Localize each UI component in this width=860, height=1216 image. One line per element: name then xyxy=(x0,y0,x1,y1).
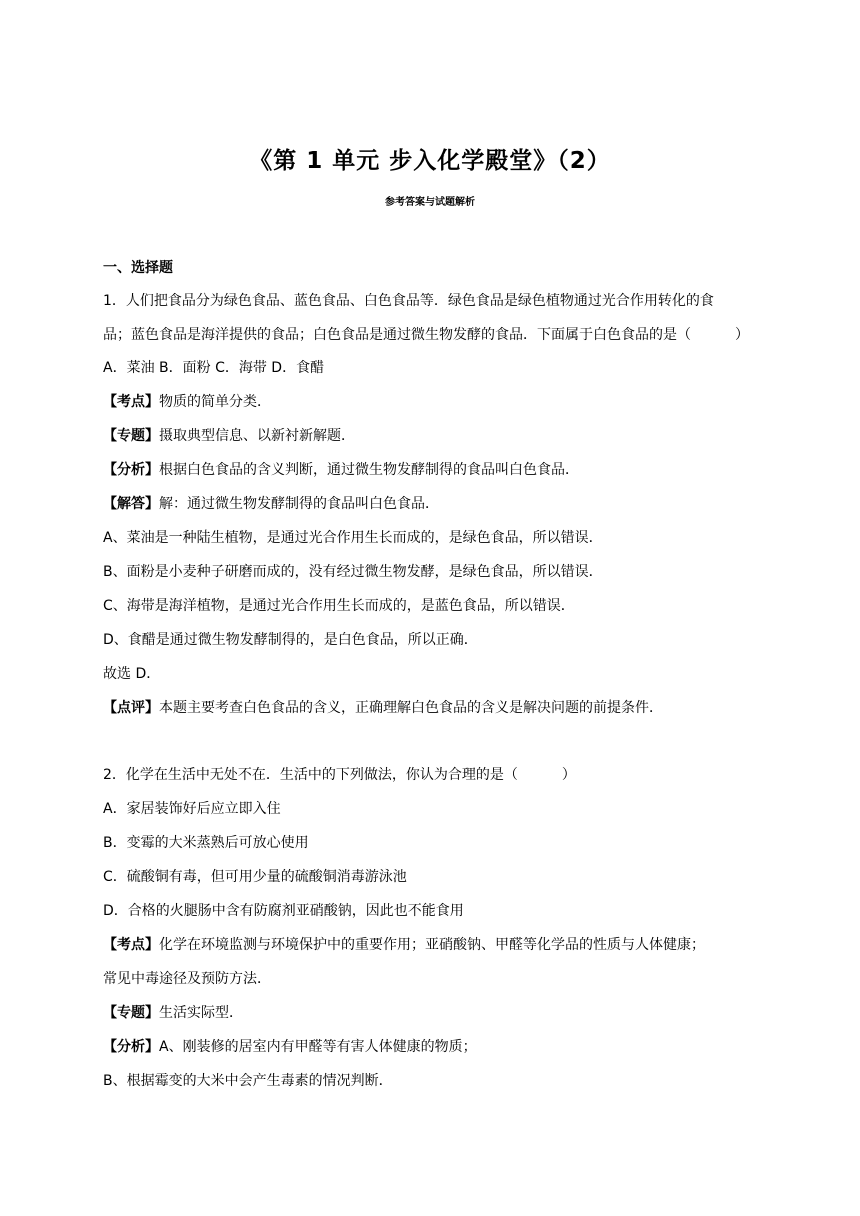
q1-dianping xyxy=(103,698,763,718)
q2-zhuanti-tag: 【专题】 xyxy=(103,1005,159,1021)
q1-jieda-tag: 【解答】 xyxy=(103,496,159,512)
q1-answer: 故选 D． xyxy=(103,666,161,682)
q2-kaodian-line2: 常见中毒途径及预防方法． xyxy=(103,971,271,987)
q1-stem-line2 xyxy=(103,325,763,345)
q1-jieda-text: 解：通过微生物发酵制得的食品叫白色食品． xyxy=(159,496,439,512)
q1-options: A．菜油 B．面粉 C．海带 D．食醋 xyxy=(103,360,325,376)
q2-zhuanti xyxy=(103,1003,763,1023)
q2-option-a: A．家居装饰好后应立即入住 xyxy=(103,801,281,817)
q2-stem-text: 2．化学在生活中无处不在．生活中的下列做法，你认为合理的是（ xyxy=(103,767,518,783)
q2-kaodian-tag: 【考点】 xyxy=(103,937,159,953)
q1-zhuanti xyxy=(103,426,763,446)
q1-kaodian-text: 物质的简单分类． xyxy=(159,394,271,410)
q1-jieda xyxy=(103,494,763,514)
q1-zhuanti-tag: 【专题】 xyxy=(103,428,159,444)
q1-stem-line1: 1．人们把食品分为绿色食品、蓝色食品、白色食品等．绿色食品是绿色植物通过光合作用转化的食 xyxy=(103,293,714,309)
q2-kaodian-text-line1: 化学在环境监测与环境保护中的重要作用；亚硝酸钠、甲醛等化学品的性质与人体健康； xyxy=(159,937,705,953)
q1-fenxi-tag: 【分析】 xyxy=(103,462,159,478)
q2-fenxi-text: A、刚装修的居室内有甲醛等有害人体健康的物质； xyxy=(159,1039,477,1055)
q1-analysis-d: D、食醋是通过微生物发酵制得的，是白色食品，所以正确． xyxy=(103,632,478,648)
q2-option-b: B．变霉的大米蒸熟后可放心使用 xyxy=(103,835,309,851)
q1-analysis-a: A、菜油是一种陆生植物，是通过光合作用生长而成的，是绿色食品，所以错误． xyxy=(103,530,603,546)
q1-analysis-b: B、面粉是小麦种子研磨而成的，没有经过微生物发酵，是绿色食品，所以错误． xyxy=(103,564,603,580)
q1-kaodian xyxy=(103,392,763,412)
q2-kaodian xyxy=(103,935,763,955)
q1-stem-close-paren: ） xyxy=(735,327,749,343)
section-heading: 一、选择题 xyxy=(103,260,173,276)
q2-fenxi-b: B、根据霉变的大米中会产生毒素的情况判断． xyxy=(103,1073,393,1089)
q2-stem-close-paren: ） xyxy=(561,767,576,783)
q2-fenxi-tag: 【分析】 xyxy=(103,1039,159,1055)
q1-stem-line2-text: 品；蓝色食品是海洋提供的食品；白色食品是通过微生物发酵的食品．下面属于白色食品的是（ xyxy=(103,327,691,343)
q1-fenxi-text: 根据白色食品的含义判断，通过微生物发酵制得的食品叫白色食品． xyxy=(159,462,579,478)
q1-dianping-text: 本题主要考查白色食品的含义，正确理解白色食品的含义是解决问题的前提条件． xyxy=(159,700,663,716)
q2-stem xyxy=(103,765,763,785)
q1-zhuanti-text: 摄取典型信息、以新衬新解题． xyxy=(159,428,355,444)
q2-fenxi xyxy=(103,1037,763,1057)
q2-option-d: D．合格的火腿肠中含有防腐剂亚硝酸钠，因此也不能食用 xyxy=(103,903,464,919)
q1-fenxi xyxy=(103,460,763,480)
q2-zhuanti-text: 生活实际型． xyxy=(159,1005,243,1021)
q2-option-c: C．硫酸铜有毒，但可用少量的硫酸铜消毒游泳池 xyxy=(103,869,407,885)
q1-kaodian-tag: 【考点】 xyxy=(103,394,159,410)
q1-dianping-tag: 【点评】 xyxy=(103,700,159,716)
document-subtitle: 参考答案与试题解析 xyxy=(385,197,475,208)
q1-analysis-c: C、海带是海洋植物，是通过光合作用生长而成的，是蓝色食品，所以错误． xyxy=(103,598,575,614)
document-title: 《第 1 单元 步入化学殿堂》（2） xyxy=(249,148,611,174)
